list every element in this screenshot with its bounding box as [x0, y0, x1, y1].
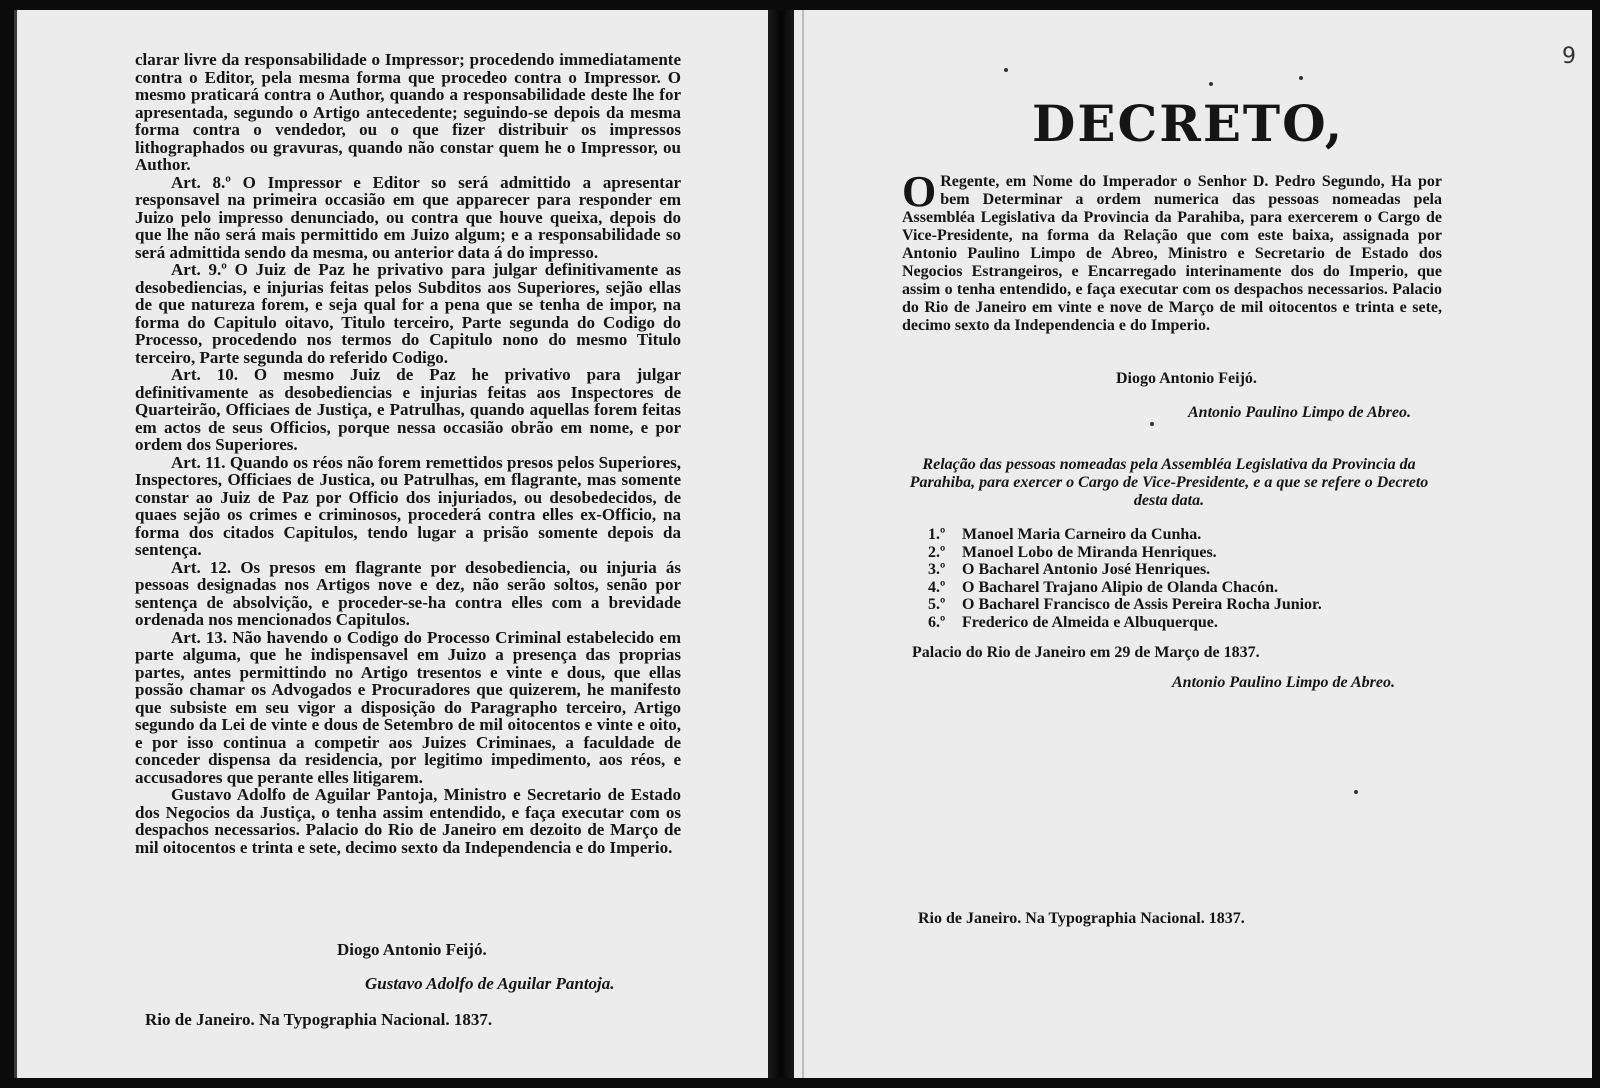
paragraph: Art. 12. Os presos em flagrante por desobediencia, ou injuria ás pessoas designadas nos Artigos nove e dez, não serão soltos, senão por sentença de absolvição, e proceder-se-ha contra elles com a brevidade ordenada nos mencionados Capitulos. [135, 557, 681, 629]
list-item-name: Frederico de Almeida e Albuquerque. [962, 613, 1218, 631]
list-item-name: O Bacharel Antonio José Henriques. [962, 561, 1211, 578]
decree-body [902, 167, 1442, 335]
list-item-name: O Bacharel Trajano Alipio de Olanda Chacón. [962, 578, 1279, 596]
list-item [928, 526, 1428, 544]
left-signature-feijo: Diogo Antonio Feijó. [337, 940, 487, 959]
date-line: Palacio do Rio de Janeiro em 29 de Março de 1837. [912, 644, 1260, 661]
left-page [14, 10, 768, 1078]
right-signature-abreo: Antonio Paulino Limpo de Abreo. [1188, 404, 1411, 421]
book-gutter [768, 10, 794, 1078]
left-imprint: Rio de Janeiro. Na Typographia Nacional. 1837. [145, 1010, 493, 1029]
paragraph: Art. 8.º O Impressor e Editor so será admittido a apresentar responsavel na primeira occasião em que apparecer para responder em Juizo pelo impresso denunciado, ou contra que houve queixa, depois do que lhe não será mais permittido em Juizo algum; e a responsabilidade so será admittida sendo da mesma, ou anterior data á do impresso. [135, 172, 681, 262]
left-page-text [135, 51, 681, 856]
list-item [928, 614, 1428, 632]
left-signature-pantoja: Gustavo Adolfo de Aguilar Pantoja. [365, 974, 615, 993]
decree-body-text: Regente, em Nome do Imperador o Senhor D. Pedro Segundo, Ha por bem Determinar a ordem numerica das pessoas nomeadas pela Assembléa Legislativa da Provincia da Parahiba, para exercerem o Cargo de Vice-Presidente, na forma da Relação que com este baixa, assignada por Antonio Paulino Limpo de Abreo, Ministro e Secretario de Estado dos Negocios Estrangeiros, e Encarregado interinamente dos do Imperio, que assim o tenha entendido, e faça executar com os despachos necessarios. Palacio do Rio de Janeiro em vinte e nove de Março de mil oitocentos e trinta e sete, decimo sexto da Independencia e do Imperio. [902, 173, 1442, 334]
list-item-number: 3.º [928, 561, 946, 578]
paragraph: Art. 11. Quando os réos não forem remettidos presos pelos Superiores, Inspectores, Officiaes de Justica, ou Patrulhas, em flagrante, mas somente constar ao Juiz de Paz por Officio dos injuriados, ou desobedecidos, de quaes sejão os crimes e criminosos, procederá contra elles ex-Officio, na forma dos citados Capitulos, tendo lugar a prisão somente depois da sentença. [135, 452, 681, 559]
list-item-name: Manoel Maria Carneiro da Cunha. [962, 526, 1202, 543]
list-item [928, 561, 1428, 579]
ink-speck [1209, 82, 1213, 86]
paragraph: Art. 13. Não havendo o Codigo do Processo Criminal estabelecido em parte alguma, que he indispensavel em Juizo a presença das proprias partes, antes permittindo no Artigo tresentos e vinte e dous, que ellas possão chamar os Advogados e Procuradores que quizerem, he manifesto que subsiste em seu vigor a disposição do Paragrapho terceiro, Artigo segundo da Lei de vinte e dous de Setembro de mil oitocentos e vinte e oito, e por isso continua a competir aos Juizes Criminaes, a faculdade de conceder dispensa da residencia, por legitimo impedimento, aos réos, e accusadores que perante elles litigarem. [135, 627, 681, 787]
right-page [794, 10, 1592, 1078]
list-item-number: 5.º [928, 596, 946, 613]
ink-speck [1354, 790, 1358, 794]
paragraph: Gustavo Adolfo de Aguilar Pantoja, Ministro e Secretario de Estado dos Negocios da Justiça, o tenha assim entendido, e faça executar com os despachos necessarios. Palacio do Rio de Janeiro em dezoito de Março de mil oitocentos e trinta e sete, decimo sexto da Independencia e do Imperio. [135, 785, 681, 857]
drop-cap: O [902, 167, 937, 216]
paragraph: clarar livre da responsabilidade o Impressor; procedendo immediatamente contra o Editor, pela mesma forma que procedeo contra o Impressor. O mesmo praticará contra o Author, quando a responsabilidade deste lhe for apresentada, segundo o Artigo antecedente; seguindo-se depois da mesma forma contra o vendedor, ou o que fizer distribuir os impressos lithographados ou gravuras, quando não constar quem he o Impressor, ou Author. [135, 50, 681, 174]
paragraph: Art. 10. O mesmo Juiz de Paz he privativo para julgar definitivamente as desobediencias e injurias feitas aos Inspectores de Quarteirão, Officiaes de Justiça, e Patrulhas, quando aquellas forem feitas em actos de seus Officios, porque nessa occasião obrão em nome, e por ordem dos Superiores. [135, 365, 681, 454]
list-item-number: 1.º [928, 526, 946, 543]
ink-speck [1004, 68, 1008, 72]
list-item-number: 6.º [928, 613, 946, 631]
list-item-name: Manoel Lobo de Miranda Henriques. [962, 543, 1217, 561]
decree-title: DECRETO, [1032, 94, 1345, 153]
list-item-number: 2.º [928, 543, 946, 561]
list-item-name: O Bacharel Francisco de Assis Pereira Rocha Junior. [962, 596, 1322, 613]
right-signature-feijo: Diogo Antonio Feijó. [1116, 370, 1257, 387]
list-item-number: 4.º [928, 578, 946, 596]
ink-speck [1150, 422, 1154, 426]
paragraph: Art. 9.º O Juiz de Paz he privativo para julgar definitivamente as desobediencias, e injurias feitas pelos Subditos aos Superiores, sejão ellas de que natureza forem, e seja qual for a pena que se tenha de impor, na forma do Capitulo oitavo, Titulo terceiro, Parte segunda do Codigo do Processo, procedendo nos termos do Capitulo nono do mesmo Titulo terceiro, Parte segunda do referido Codigo. [135, 260, 681, 367]
ink-speck [1299, 76, 1303, 80]
right-imprint: Rio de Janeiro. Na Typographia Nacional. 1837. [918, 910, 1245, 927]
list-item [928, 579, 1428, 597]
page-edge [802, 10, 804, 1078]
relation-title: Relação das pessoas nomeadas pela Assembléa Legislativa da Provincia da Parahiba, para exercer o Cargo de Vice-Presidente, e a que se refere o Decreto desta data. [909, 456, 1429, 509]
list-item [928, 596, 1428, 614]
names-list [928, 526, 1428, 631]
right-signature-abreo-2: Antonio Paulino Limpo de Abreo. [1172, 674, 1395, 691]
list-item [928, 544, 1428, 562]
page-number: 9 [1562, 44, 1576, 69]
